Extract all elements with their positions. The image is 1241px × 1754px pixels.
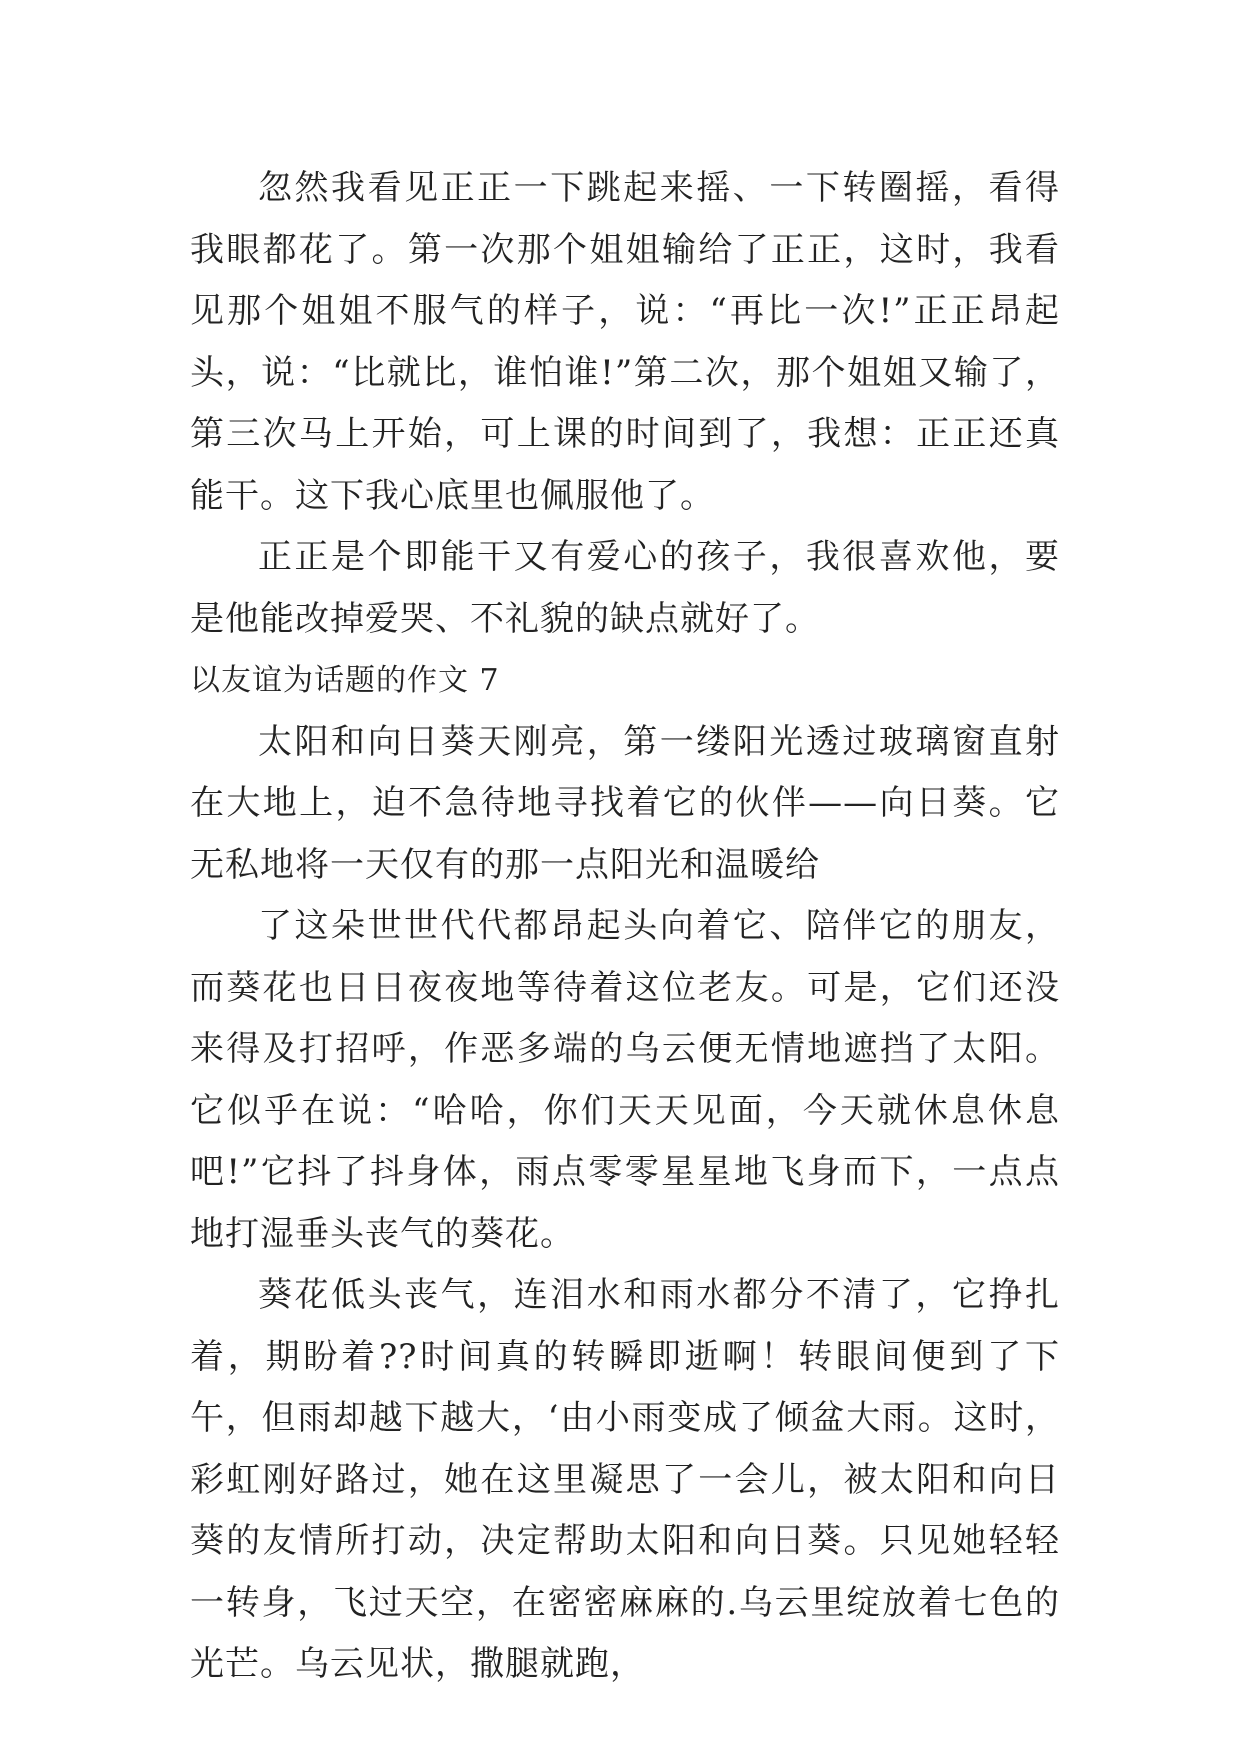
document-body — [190, 158, 1060, 1696]
paragraph: 葵花低头丧气，连泪水和雨水都分不清了，它挣扎着，期盼着??时间真的转瞬即逝啊！转眼间便到了下午，但雨却越下越大，‘由小雨变成了倾盆大雨。这时，彩虹刚好路过，她在这里凝思了一会儿，被太阳和向日葵的友情所打动，决定帮助太阳和向日葵。只见她轻轻一转身，飞过天空，在密密麻麻的.乌云里绽放着七色的光芒。乌云见状，撒腿就跑， — [190, 1275, 1060, 1684]
paragraph: 正正是个即能干又有爱心的孩子，我很喜欢他，要是他能改掉爱哭、不礼貌的缺点就好了。 — [190, 537, 1060, 639]
paragraph: 了这朵世世代代都昂起头向着它、陪伴它的朋友，而葵花也日日夜夜地等待着这位老友。可是，它们还没来得及打招呼，作恶多端的乌云便无情地遮挡了太阳。它似乎在说：“哈哈，你们天天见面，今天就休息休息吧!”它抖了抖身体，雨点零零星星地飞身而下，一点点地打湿垂头丧气的葵花。 — [190, 906, 1060, 1254]
section-heading: 以友谊为话题的作文 7 — [190, 663, 500, 698]
paragraph: 忽然我看见正正一下跳起来摇、一下转圈摇，看得我眼都花了。第一次那个姐姐输给了正正，这时，我看见那个姐姐不服气的样子，说：“再比一次!”正正昂起头，说：“比就比，谁怕谁!”第二次，那个姐姐又输了，第三次马上开始，可上课的时间到了，我想：正正还真能干。这下我心底里也佩服他了。 — [190, 168, 1060, 516]
paragraph: 太阳和向日葵天刚亮，第一缕阳光透过玻璃窗直射在大地上，迫不急待地寻找着它的伙伴——向日葵。它无私地将一天仅有的那一点阳光和温暖给 — [190, 721, 1060, 885]
